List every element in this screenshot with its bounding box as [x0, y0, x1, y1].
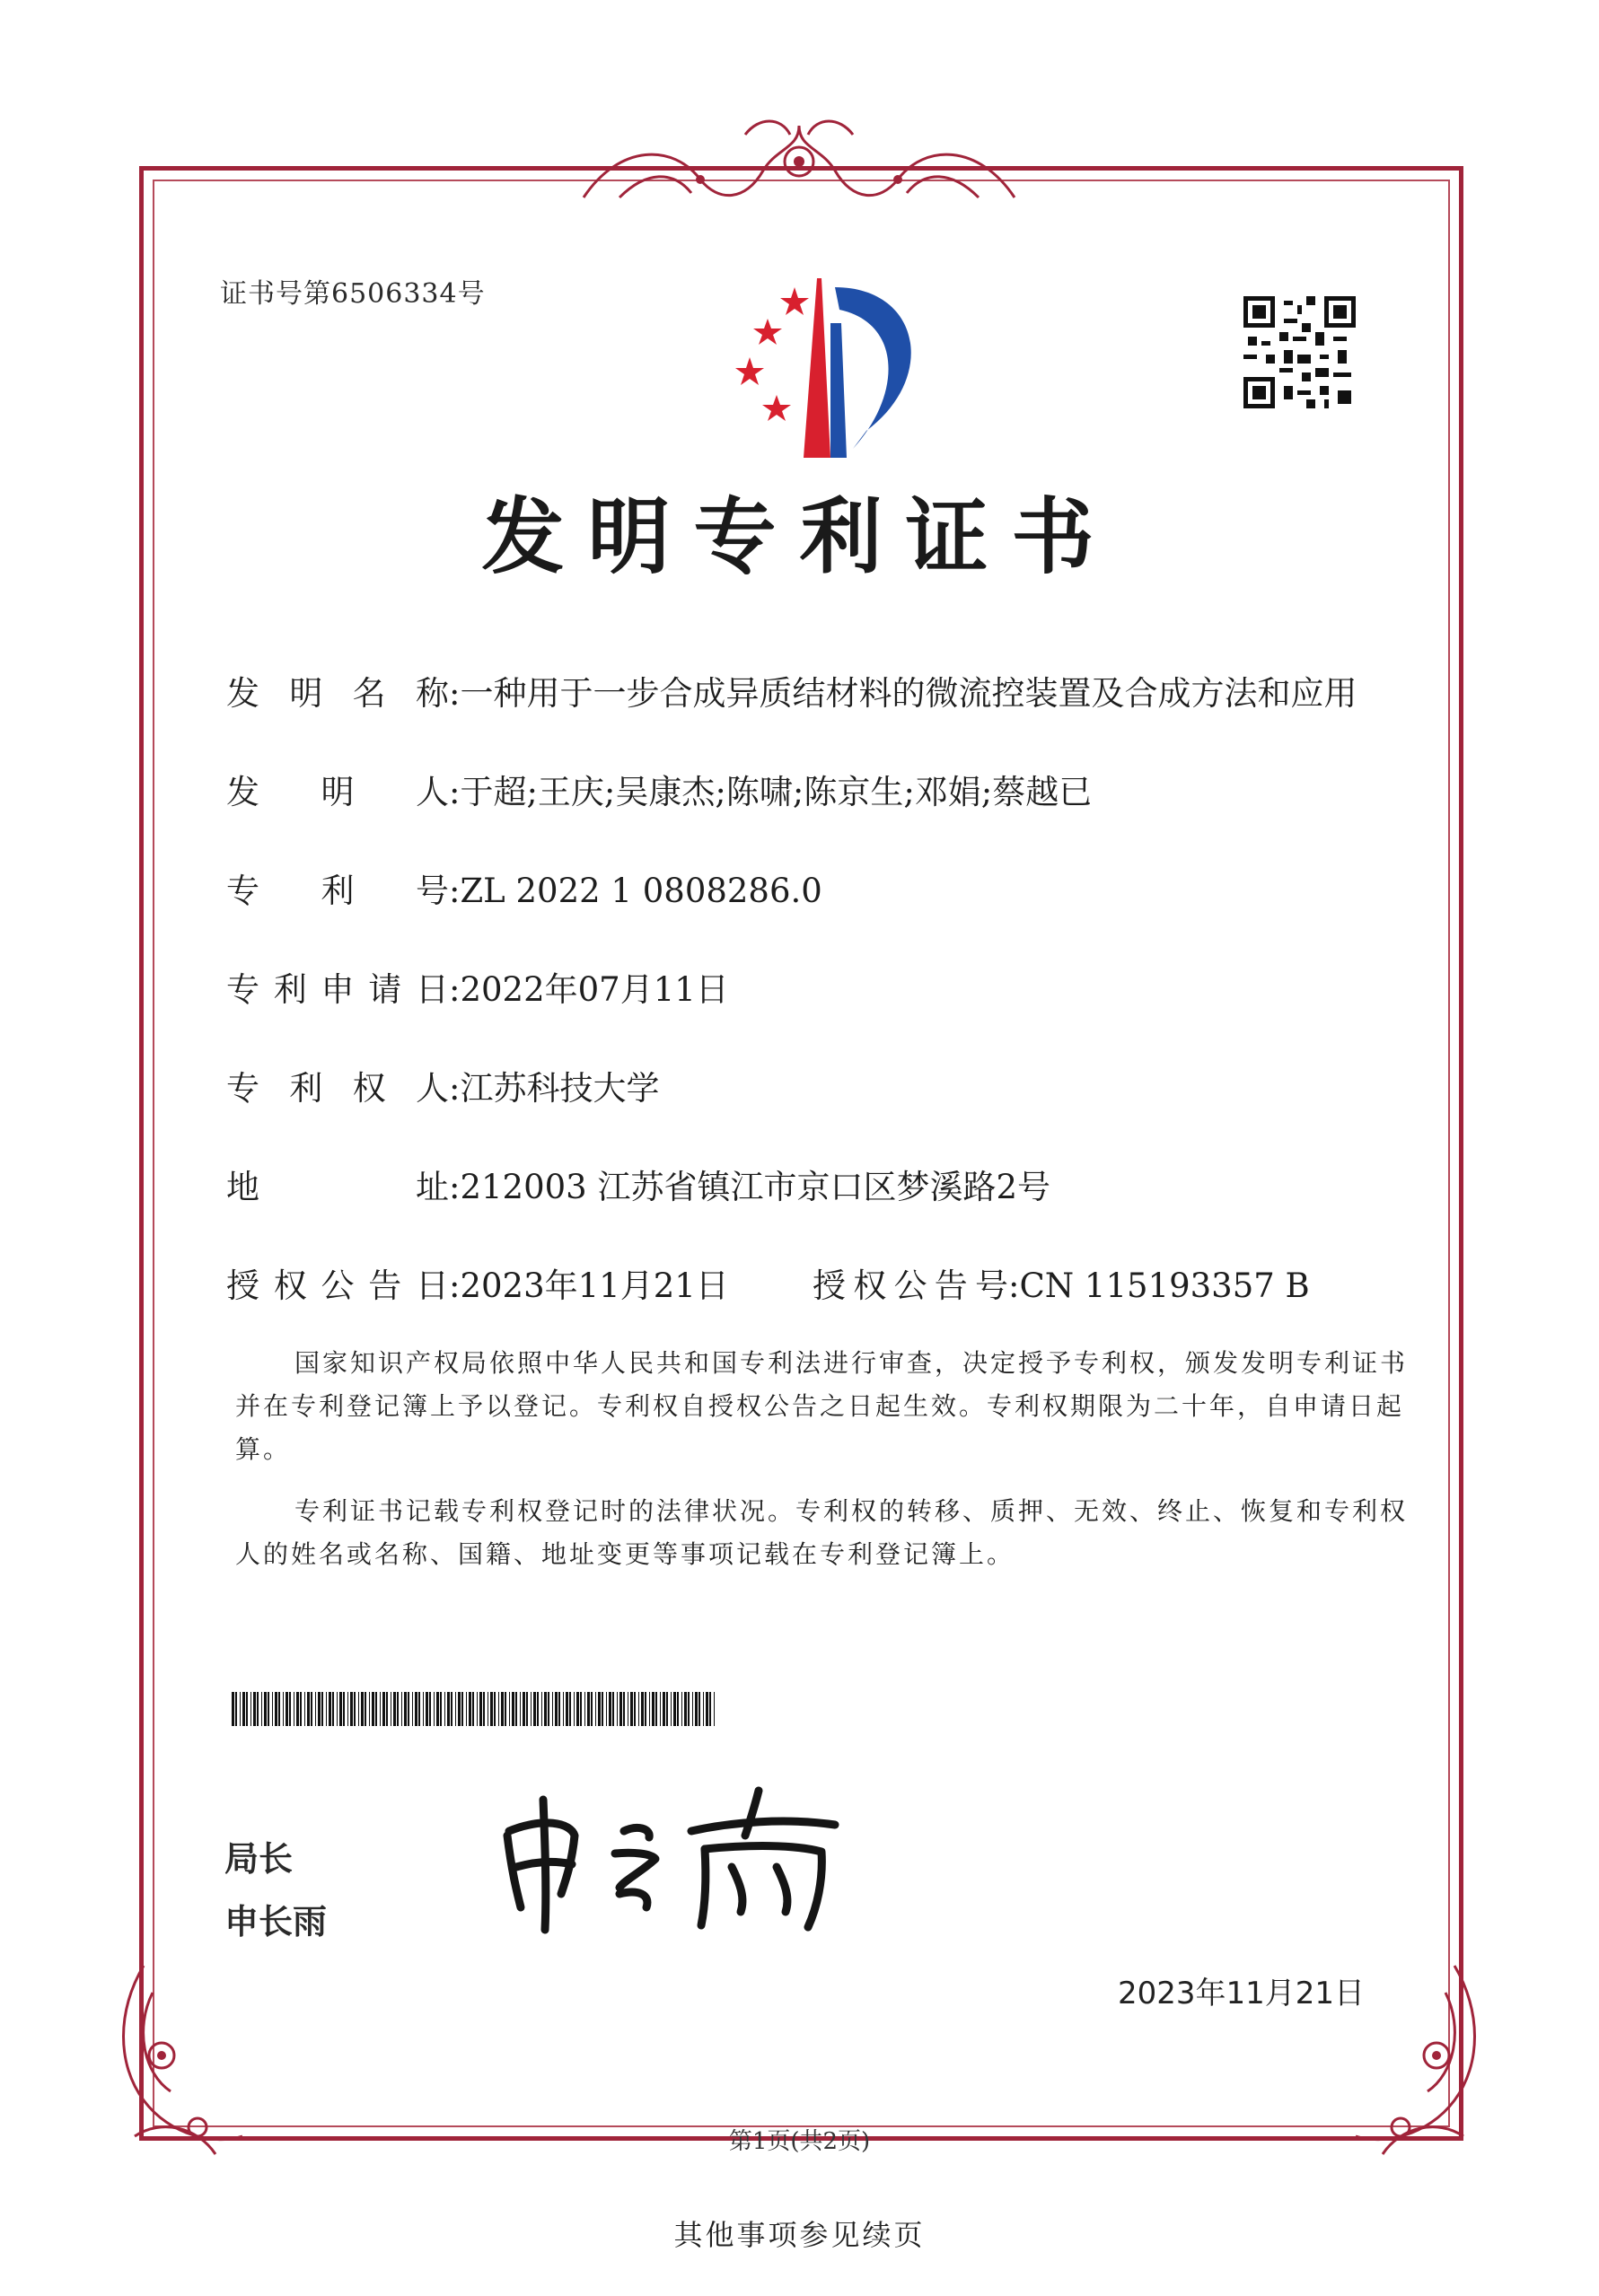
grant-date-value: 2023年11月21日	[460, 1266, 729, 1305]
director-signature	[489, 1782, 848, 1934]
page-number: 第1页(共2页)	[728, 2128, 871, 2155]
patent-number-colon: :	[449, 872, 461, 910]
issue-date: 2023年11月21日	[1118, 1976, 1366, 2011]
inventors-label: 发明人	[226, 773, 449, 811]
director-name: 申长雨	[224, 1902, 328, 1941]
grant-number-colon: :	[1008, 1266, 1020, 1305]
application-date-colon: :	[449, 970, 461, 1009]
address-row	[226, 1160, 1050, 1208]
address-value: 212003 江苏省镇江市京口区梦溪路2号	[460, 1168, 1051, 1206]
invention-title-colon: :	[449, 674, 461, 713]
patent-number-row	[226, 863, 822, 912]
inventors-colon: :	[449, 773, 461, 811]
barcode-icon	[232, 1692, 716, 1726]
invention-title-label: 发明名称	[226, 674, 449, 713]
patentee-row	[226, 1061, 659, 1109]
invention-title-row	[226, 666, 1357, 714]
grant-number-label: 授权公告号	[813, 1266, 1008, 1305]
inventors-row	[226, 765, 1092, 813]
address-label: 地址	[226, 1168, 449, 1206]
invention-title-value: 一种用于一步合成异质结材料的微流控装置及合成方法和应用	[460, 674, 1357, 713]
grant-number-value: CN 115193357 B	[1019, 1266, 1310, 1305]
application-date-value: 2022年07月11日	[460, 970, 729, 1009]
certificate-number: 证书号第6506334号	[220, 278, 486, 310]
address-colon: :	[449, 1168, 461, 1206]
qr-code-icon	[1243, 296, 1356, 408]
patent-number-value: ZL 2022 1 0808286.0	[460, 872, 822, 910]
application-date-label: 专利申请日	[226, 970, 449, 1009]
patentee-colon: :	[449, 1069, 461, 1108]
director-title: 局长	[224, 1839, 294, 1879]
patent-number-label: 专利号	[226, 872, 449, 910]
legal-status-paragraph: 专利证书记载专利权登记时的法律状况。专利权的转移、质押、无效、终止、恢复和专利权人的姓名或名称、国籍、地址变更等事项记载在专利登记簿上。	[235, 1496, 1409, 1569]
grant-statement-paragraph: 国家知识产权局依照中华人民共和国专利法进行审查，决定授予专利权，颁发发明专利证书并在专利登记簿上予以登记。专利权自授权公告之日起生效。专利权期限为二十年，自申请日起算。	[235, 1348, 1409, 1464]
grant-date-colon: :	[449, 1266, 461, 1305]
patentee-label: 专利权人	[226, 1069, 449, 1108]
grant-number-row	[813, 1258, 1310, 1307]
patentee-value: 江苏科技大学	[460, 1069, 660, 1108]
document-title: 发明专利证书	[481, 489, 1118, 585]
cnipa-emblem-icon	[696, 269, 947, 467]
top-ornament-icon	[566, 108, 1032, 215]
application-date-row	[226, 962, 729, 1011]
grant-date-row	[226, 1258, 729, 1307]
inventors-value: 于超;王庆;吴康杰;陈啸;陈京生;邓娟;蔡越已	[460, 773, 1093, 811]
grant-date-label: 授权公告日	[226, 1266, 449, 1305]
continued-note: 其他事项参见续页	[673, 2218, 926, 2252]
